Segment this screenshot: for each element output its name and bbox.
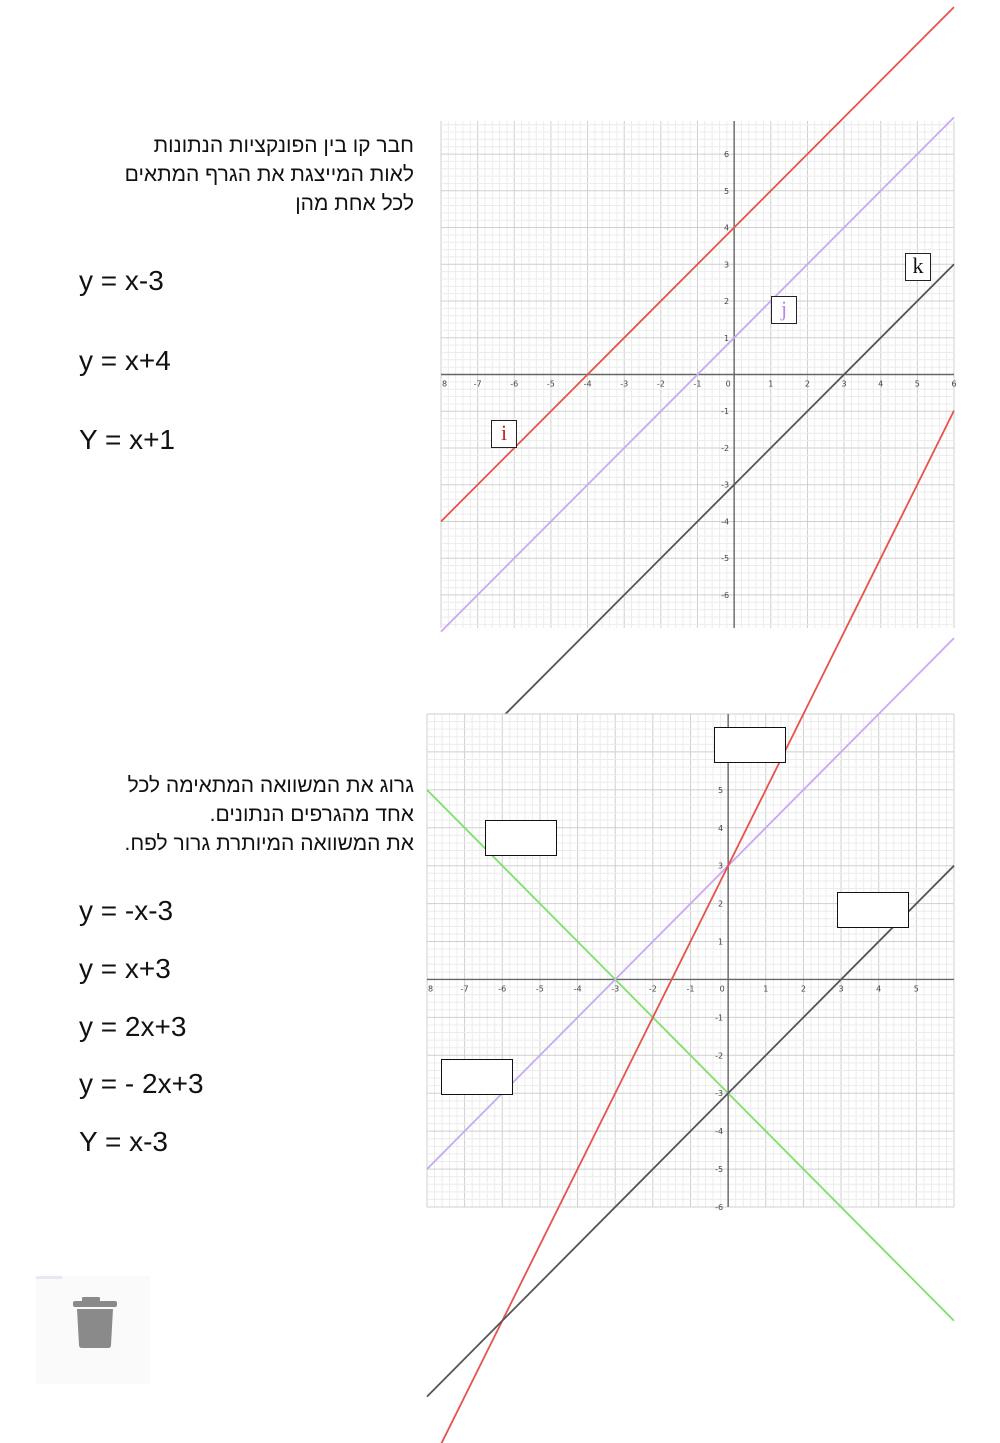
drop-target-3[interactable]: [837, 892, 909, 928]
drop-target-1[interactable]: [714, 727, 786, 763]
graph-2-ytick: 5: [718, 785, 724, 795]
graph-1-ytick: 6: [724, 150, 730, 160]
graph-2-ytick: -3: [715, 1089, 724, 1099]
graph-2-xtick: -2: [648, 984, 657, 994]
graph-2-xtick: 4: [876, 984, 882, 994]
graph-2-ytick: 1: [718, 937, 724, 947]
graph-2-ytick: 3: [718, 861, 724, 871]
drag-equation-3[interactable]: y = 2x+3: [79, 1011, 187, 1042]
graph-2-xtick: 8: [428, 984, 434, 994]
graph-1-ytick: -4: [721, 517, 730, 527]
graph-1-plot: [441, 121, 957, 628]
graph-1-xtick: 4: [878, 379, 884, 389]
graph-1-ytick: -6: [721, 590, 730, 600]
graph-1-xtick: 8: [442, 379, 448, 389]
graph-2-xtick: -6: [498, 984, 507, 994]
graph-2-xtick: -7: [460, 984, 469, 994]
graph-2-ytick: -1: [715, 1013, 724, 1023]
graph-1-xtick: -7: [473, 379, 482, 389]
graph-1-xtick: 0: [725, 379, 731, 389]
trash-drop-zone[interactable]: [36, 1276, 150, 1384]
graph-2-xtick: -1: [686, 984, 695, 994]
graph-1-ytick: 2: [724, 297, 730, 307]
graph-1-xtick: -4: [583, 379, 592, 389]
graph-2-ytick: 2: [718, 899, 724, 909]
line-label-k[interactable]: k: [905, 253, 931, 281]
graph-2-xtick: -3: [611, 984, 620, 994]
drag-equation-5[interactable]: Y = x-3: [79, 1126, 168, 1157]
graph-2-ytick: -5: [715, 1165, 724, 1175]
graph-2-ytick: 4: [718, 823, 724, 833]
graph-2-ytick: -6: [715, 1203, 724, 1212]
equation-card-2[interactable]: y = x+4: [79, 345, 171, 376]
drop-target-4[interactable]: [441, 1059, 513, 1095]
graph-2-xtick: -4: [573, 984, 582, 994]
graph-2-ytick: -4: [715, 1127, 724, 1137]
graph-1-ytick: -3: [721, 480, 730, 490]
graph-1-xtick: -2: [656, 379, 665, 389]
line-label-j[interactable]: j: [771, 296, 797, 324]
graph-1-ytick: 3: [724, 260, 730, 270]
graph-1-xtick: 5: [914, 379, 920, 389]
graph-1-ytick: 4: [724, 223, 730, 233]
graph-1-xtick: -1: [693, 379, 702, 389]
equation-card-1[interactable]: y = x-3: [79, 265, 164, 296]
graph-1-xtick: 2: [804, 379, 810, 389]
graph-2-xtick: 2: [800, 984, 806, 994]
drop-target-2[interactable]: [485, 820, 557, 856]
graph-1-xtick: 1: [768, 379, 774, 389]
trash-icon: [36, 1276, 150, 1384]
graph-2-xtick: -5: [535, 984, 544, 994]
graph-2-xtick: 3: [838, 984, 844, 994]
graph-2: [427, 714, 954, 1212]
graph-2-xtick: 1: [763, 984, 769, 994]
line-label-i[interactable]: i: [491, 420, 517, 448]
graph-1-xtick: -3: [620, 379, 629, 389]
drag-equation-2[interactable]: y = x+3: [79, 953, 171, 984]
graph-1-ytick: 1: [724, 333, 730, 343]
graph-1-xtick: 3: [841, 379, 847, 389]
graph-2-xtick: 5: [913, 984, 919, 994]
graph-1-ytick: -5: [721, 554, 730, 564]
graph-2-plot: [427, 714, 954, 1212]
graph-1-xtick: -6: [510, 379, 519, 389]
graph-1-xtick: 6: [951, 379, 957, 389]
graph-2-ytick: -2: [715, 1051, 724, 1061]
graph-1-ytick: 5: [724, 186, 730, 196]
graph-2-xtick: 0: [719, 984, 725, 994]
drag-equation-4[interactable]: y = - 2x+3: [79, 1068, 204, 1099]
instruction-text-2: גרוג את המשוואה המתאימה לכל אחד מהגרפים הנתונים. את המשוואה המיותרת גרור לפח.: [124, 774, 414, 855]
graph-1-ytick: -1: [721, 407, 730, 417]
graph-2-grid: [427, 714, 954, 1207]
graph-1-xtick: -5: [546, 379, 555, 389]
instruction-text-1: חבר קו בין הפונקציות הנתונות לאות המייצגת את הגרף המתאים לכל אחת מהן: [124, 134, 414, 215]
drag-equation-1[interactable]: y = -x-3: [79, 895, 174, 926]
graph-1: [441, 121, 957, 628]
trash-zone-strip: [36, 1276, 62, 1279]
graph-1-ytick: -2: [721, 443, 730, 453]
equation-card-3[interactable]: Y = x+1: [79, 424, 176, 455]
